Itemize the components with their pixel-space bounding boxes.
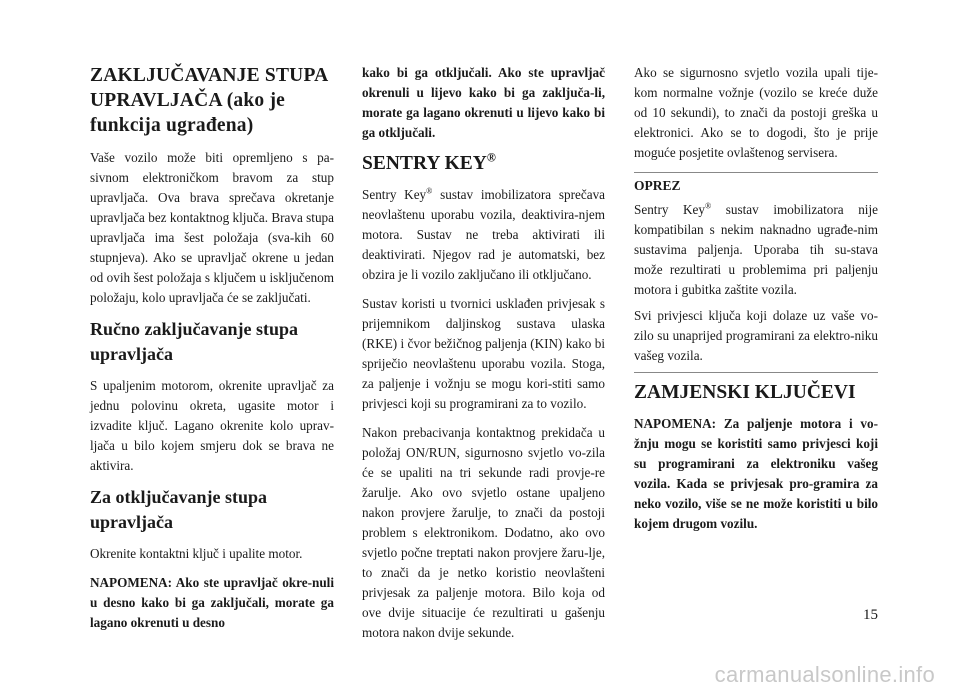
sentry-key-paragraph-1 — [362, 185, 605, 285]
caution-lead: Sentry Key — [634, 202, 705, 217]
spare-keys-note: NAPOMENA: Za paljenje motora i vo-žnju mogu se koristiti samo privjesci koji su programirani za elektroniku vašeg vozila. Kada se privjesak pro-gramira za neko vozilo, više se ne može koristiti u bilo kojem drugom vozilu. — [634, 416, 878, 531]
column-middle — [362, 63, 605, 652]
caution-paragraph-1 — [634, 200, 878, 300]
security-light-paragraph: Ako se sigurnosno svjetlo vozila upali tije-kom normalne vožnje (vozilo se kreće duže od 10 sekundi), to znači da postoji greška u elektronici. Ako se to dogodi, što je prije moguće posjetite ovlaštenog servisera. — [634, 65, 878, 160]
sentry-key-paragraph-3: Nakon prebacivanja kontaktnog prekidača u položaj ON/RUN, sigurnosno svjetlo vo-zila će se upaliti na tri sekunde radi provje-re žarulje. Ako ovo svjetlo ostane upaljeno nakon provjere žarulje, to znači da postoji problem s elektronikom. Dodatno, ako ovo svjetlo počne treptati nakon provjere žaru-lje, to znači da je netko koristio neovlašteni privjesak za paljenje motora. Bilo koja od ove dvije situacije će rezultirati u gašenju motora nakon dvije sekunde. — [362, 425, 605, 640]
unlock-note-end: kako bi ga otključali. Ako ste upravljač okrenuli u lijevo kako bi ga zaključa-li, morate ga lagano okrenuti u lijevo kako bi ga otključali. — [362, 65, 605, 140]
sentry-key-heading-text: SENTRY KEY — [362, 153, 487, 174]
column-right — [634, 63, 878, 543]
watermark: carmanualsonline.info — [714, 662, 935, 687]
unlock-text: Okrenite kontaktni ključ i upalite motor. — [90, 546, 303, 561]
sentry-key-heading — [362, 152, 605, 176]
page-number: 15 — [863, 607, 878, 623]
caution-paragraph-2: Svi privjesci ključa koji dolaze uz vaše vo-zilo su unaprijed programirani za elektro-niku vašeg vozila. — [634, 308, 878, 363]
registered-mark: ® — [486, 150, 496, 165]
unlock-note-start: NAPOMENA: Ako ste upravljač okre-nuli u desno kako bi ga zaključali, morate ga lagano okrenuti u desno — [90, 575, 334, 630]
manual-lock-heading: Ručno zaključavanje stupa upravljača — [90, 319, 299, 364]
caution-box — [634, 172, 878, 373]
caution-text-1: sustav imobilizatora nije kompatibilan s nekim naknadno ugrađe-nim sustavima paljenja. Uporaba tih su-stava može rezultirati u problemima pri paljenju motora i gubitka zaštite vozila. — [634, 202, 878, 297]
sentry-key-text-1: sustav imobilizatora sprečava neovlaštenu uporabu vozila, deaktivira-njem motora. Sustav ne treba aktivirati ili deaktivirati. Njegov rad je automatski, bez obzira je li vozilo zaključano ili otključano. — [362, 187, 606, 282]
steering-lock-intro: Vaše vozilo može biti opremljeno s pa-sivnom elektroničkom bravom za stup upravljača. Ova brava sprečava okretanje upravljača bez kontaktnog ključa. Brava stupa upravljača ima šest položaja (sva-kih 60 stupnjeva). Ako se upravljač okrene u jedan od ovih šest položaja s ključem u isključenom položaju, kolo upravljača će se zaključati. — [90, 150, 334, 305]
caution-title: OPREZ — [634, 178, 681, 193]
sentry-key-lead: Sentry Key — [362, 187, 427, 202]
spare-keys-heading: ZAMJENSKI KLJUČEVI — [634, 382, 856, 403]
steering-lock-title: ZAKLJUČAVANJE STUPA UPRAVLJAČA (ako je funkcija ugrađena) — [90, 65, 328, 136]
sentry-key-paragraph-2: Sustav koristi u tvornici usklađen privjesak s prijemnikom daljinskog sustava ulaska (RKE) i čvor bežičnog paljenja (KIN) kako bi spriječio neovlaštenu uporabu vozila. Stoga, za paljenje i vožnju se mogu kori-stiti samo privjesci koji su programirani za to vozilo. — [362, 296, 605, 411]
registered-mark: ® — [704, 201, 712, 211]
registered-mark: ® — [426, 186, 433, 196]
manual-lock-text: S upaljenim motorom, okrenite upravljač za jednu polovinu okreta, ugasite motor i izvadite ključ. Lagano okrenite kolo uprav-ljača u bilo kojem smjeru dok se brava ne aktivira. — [90, 378, 334, 473]
unlock-heading: Za otključavanje stupa upravljača — [90, 487, 268, 532]
column-left — [90, 63, 334, 642]
